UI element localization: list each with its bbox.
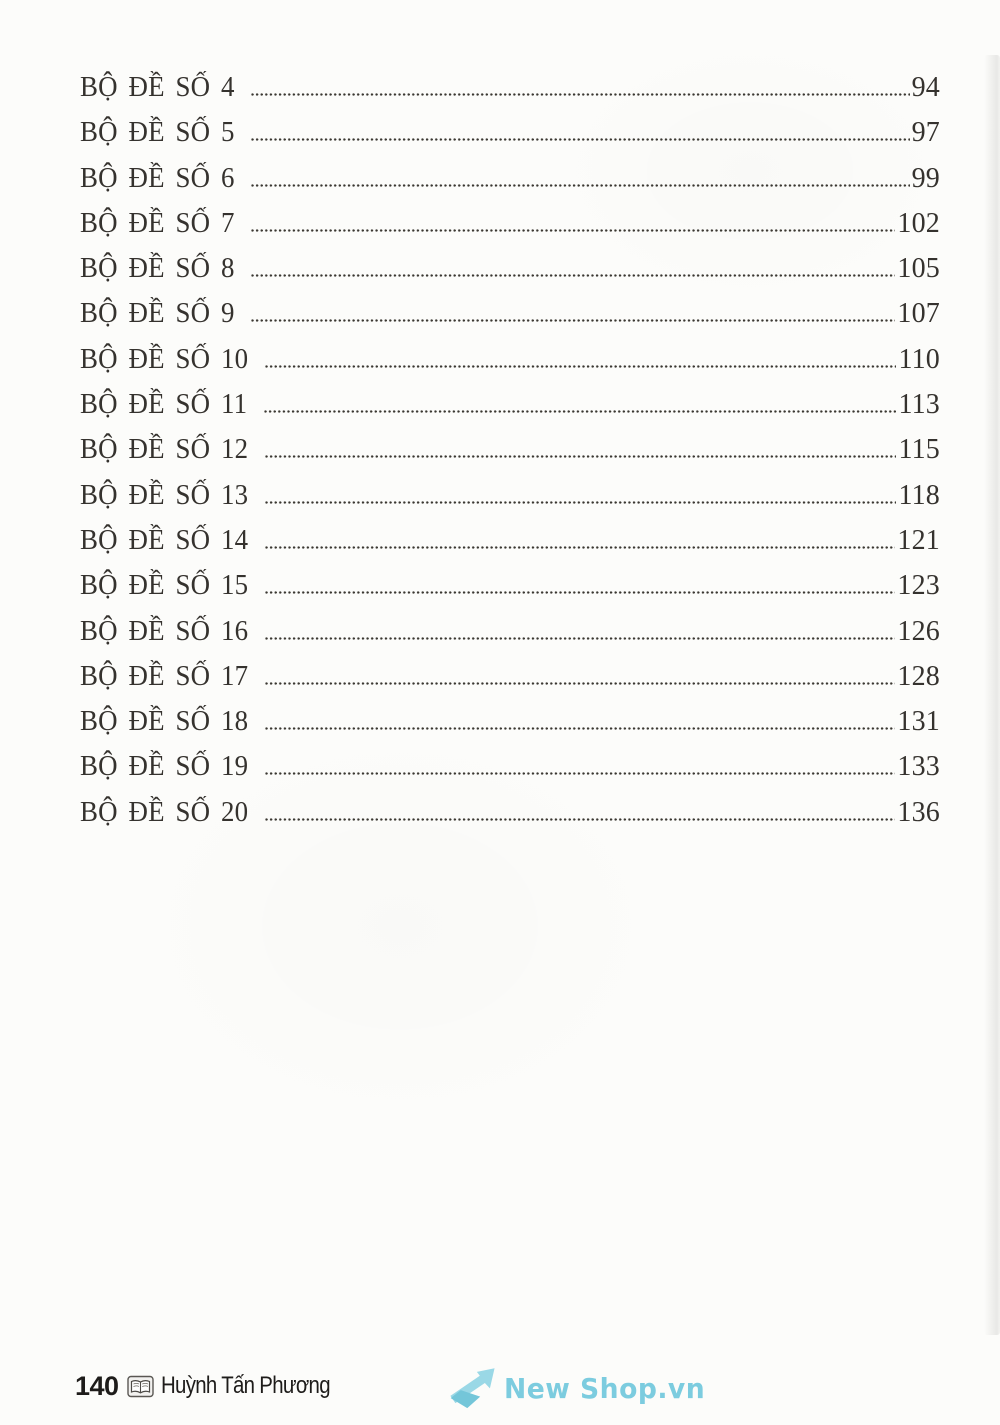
toc-row	[80, 609, 940, 654]
dot-leader	[251, 274, 895, 277]
toc-entry-page: 107	[897, 298, 940, 330]
dot-leader	[264, 410, 896, 413]
toc-entry-label: BỘ ĐỀ SỐ 6	[80, 162, 235, 194]
dot-leader	[265, 455, 896, 458]
toc-row	[80, 654, 940, 699]
toc-entry-label: BỘ ĐỀ SỐ 11	[80, 389, 248, 421]
toc-entry-page: 105	[897, 253, 940, 285]
toc-entry-page: 123	[897, 570, 940, 602]
toc-entry-label: BỘ ĐỀ SỐ 8	[80, 253, 235, 285]
dot-leader	[251, 229, 895, 232]
dot-leader	[265, 682, 895, 685]
toc-entry-label: BỘ ĐỀ SỐ 4	[80, 72, 235, 103]
toc-entry-label: BỘ ĐỀ SỐ 17	[80, 660, 249, 692]
toc-row	[80, 563, 940, 608]
toc-entry-page: 99	[911, 162, 940, 194]
newshop-logo	[450, 1362, 716, 1414]
toc-row	[80, 518, 940, 563]
dot-leader	[265, 501, 896, 504]
dot-leader	[265, 365, 896, 368]
toc-entry-label: BỘ ĐỀ SỐ 18	[80, 706, 249, 738]
dot-leader	[251, 184, 910, 187]
toc-entry-label: BỘ ĐỀ SỐ 19	[80, 751, 249, 783]
dot-leader	[265, 637, 895, 640]
toc-entry-page: 113	[898, 389, 940, 421]
toc-row	[80, 246, 940, 291]
toc-entry-label: BỘ ĐỀ SỐ 13	[80, 479, 249, 511]
toc-entry-page: 126	[897, 615, 940, 647]
toc-row	[80, 110, 940, 155]
footer-page-number: 140	[75, 1370, 119, 1401]
toc-row	[80, 382, 940, 427]
toc-entry-page: 118	[898, 479, 940, 511]
toc-entry-page: 110	[898, 343, 940, 375]
toc-row	[80, 337, 940, 382]
toc-entry-page: 128	[897, 660, 940, 692]
toc-entry-label: BỘ ĐỀ SỐ 10	[80, 343, 249, 375]
toc-entry-page: 102	[897, 207, 940, 239]
toc-list	[80, 65, 940, 835]
toc-entry-label: BỘ ĐỀ SỐ 14	[80, 524, 249, 556]
toc-entry-label: BỘ ĐỀ SỐ 15	[80, 570, 249, 602]
toc-entry-page: 94	[911, 72, 940, 103]
toc-row	[80, 427, 940, 472]
toc-row	[80, 790, 940, 835]
toc-row	[80, 156, 940, 201]
toc-entry-page: 136	[897, 796, 940, 828]
toc-entry-page: 133	[897, 751, 940, 783]
dot-leader	[265, 546, 895, 549]
toc-entry-label: BỘ ĐỀ SỐ 5	[80, 117, 235, 149]
toc-entry-page: 97	[911, 117, 940, 149]
book-icon	[127, 1375, 154, 1398]
dot-leader	[251, 93, 910, 96]
toc-entry-label: BỘ ĐỀ SỐ 16	[80, 615, 249, 647]
toc-entry-label: BỘ ĐỀ SỐ 20	[80, 796, 249, 828]
dot-leader	[251, 319, 895, 322]
newshop-logo-text: New Shop.vn	[504, 1371, 706, 1405]
newshop-arrow-icon	[450, 1362, 496, 1414]
dot-leader	[265, 591, 895, 594]
toc-row	[80, 65, 940, 110]
toc-entry-page: 131	[897, 706, 940, 738]
toc-entry-page: 115	[898, 434, 940, 466]
footer-author: Huỳnh Tấn Phương	[160, 1372, 330, 1399]
dot-leader	[265, 727, 895, 730]
toc-row	[80, 201, 940, 246]
toc-entry-page: 121	[897, 524, 940, 556]
toc-entry-label: BỘ ĐỀ SỐ 9	[80, 298, 235, 330]
toc-row	[80, 291, 940, 336]
page-footer	[75, 1370, 359, 1402]
toc-entry-label: BỘ ĐỀ SỐ 12	[80, 434, 249, 466]
toc-entry-label: BỘ ĐỀ SỐ 7	[80, 207, 235, 239]
toc-row	[80, 473, 940, 518]
dot-leader	[265, 772, 895, 775]
dot-leader	[251, 138, 910, 141]
toc-row	[80, 699, 940, 744]
page-edge-shadow	[984, 55, 1000, 1335]
toc-row	[80, 744, 940, 789]
dot-leader	[265, 818, 895, 821]
